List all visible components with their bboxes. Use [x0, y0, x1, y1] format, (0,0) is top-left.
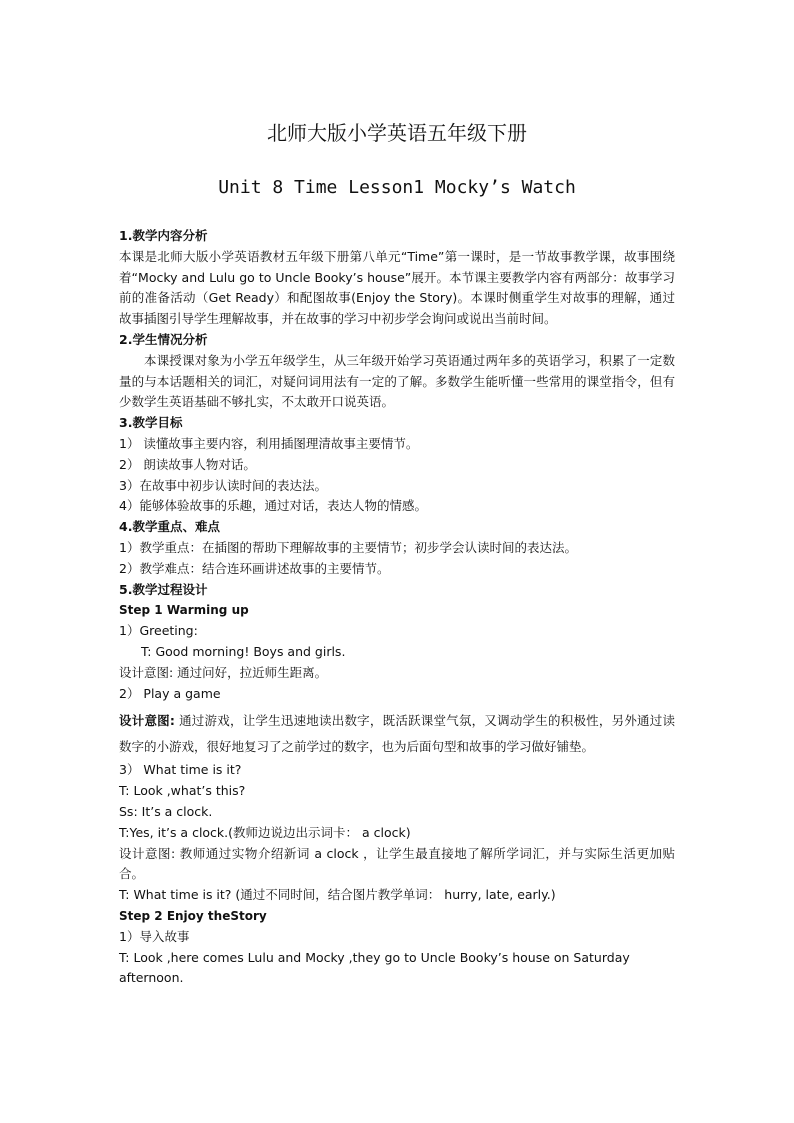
objective-item: 3）在故事中初步认读时间的表达法。	[119, 477, 327, 493]
step-1-heading: Step 1 Warming up	[119, 603, 249, 618]
student-analysis-paragraph: 本课授课对象为小学五年级学生，从三年级开始学习英语通过两年多的英语学习，积累了一定数量的与本话题相关的词汇，对疑问词用法有一定的了解。多数学生能听懂一些常用的课堂指令，但有少数学生英语基础不够扎实，不太敢开口说英语。	[119, 352, 675, 410]
document-body	[119, 226, 675, 989]
design-intent-2-text: 通过游戏，让学生迅速地读出数字，既活跃课堂气氛，又调动学生的积极性，另外通过读数字的小游戏，很好地复习了之前学过的数字，也为后面句型和故事的学习做好铺垫。	[119, 713, 675, 755]
objective-item: 4）能够体验故事的乐趣，通过对话，表达人物的情感。	[119, 498, 427, 514]
play-game-line: 2） Play a game	[119, 685, 221, 701]
dialogue-line: T: Look ,here comes Lulu and Mocky ,they go to Uncle Booky’s house on Saturday afternoon.	[119, 949, 630, 986]
design-intent-2	[119, 708, 675, 760]
step-2-heading: Step 2 Enjoy theStory	[119, 908, 267, 923]
key-point-item: 2）教学难点：结合连环画讲述故事的主要情节。	[119, 560, 390, 576]
content-analysis-paragraph: 本课是北师大版小学英语教材五年级下册第八单元“Time”第一课时，是一节故事教学课，故事围绕着“Mocky and Lulu go to Uncle Booky’s house”展开。本节课主要教学内容有两部分：故事学习前的准备活动（Get Ready）和配图故事(Enjoy the Story)。本课时侧重学生对故事的理解，通过故事插图引导学生理解故事，并在故事的学习中初步学会询问或说出当前时间。	[119, 248, 675, 327]
objective-item: 1） 读懂故事主要内容，利用插图理清故事主要情节。	[119, 435, 419, 451]
dialogue-line: T: What time is it? (通过不同时间，结合图片教学单词： hurry, late, early.)	[119, 887, 556, 903]
section-heading-key-points: 4.教学重点、难点	[119, 519, 220, 535]
design-intent-label: 设计意图:	[119, 713, 175, 729]
section-heading-objectives: 3.教学目标	[119, 415, 183, 431]
section-heading-student-analysis: 2.学生情况分析	[119, 331, 208, 347]
greeting-dialogue: T: Good morning! Boys and girls.	[141, 643, 346, 659]
dialogue-line: Ss: It’s a clock.	[119, 803, 213, 819]
document-title: 北师大版小学英语五年级下册	[267, 121, 527, 145]
design-intent-3: 设计意图: 教师通过实物介绍新词 a clock ，让学生最直接地了解所学词汇，并与实际生活更加贴合。	[119, 845, 675, 882]
key-point-item: 1）教学重点：在插图的帮助下理解故事的主要情节；初步学会认读时间的表达法。	[119, 539, 577, 555]
section-heading-process: 5.教学过程设计	[119, 581, 208, 597]
lesson-subtitle: Unit 8 Time Lesson1 Mocky’s Watch	[218, 177, 576, 198]
what-time-line: 3） What time is it?	[119, 762, 242, 778]
dialogue-line: T:Yes, it’s a clock.(教师边说边出示词卡： a clock)	[119, 824, 411, 840]
dialogue-line: T: Look ,what’s this?	[119, 783, 246, 799]
design-intent-1: 设计意图: 通过问好，拉近师生距离。	[119, 664, 328, 680]
intro-story-line: 1）导入故事	[119, 928, 190, 944]
greeting-line: 1）Greeting:	[119, 623, 198, 639]
objective-item: 2） 朗读故事人物对话。	[119, 456, 256, 472]
section-heading-content-analysis: 1.教学内容分析	[119, 228, 208, 243]
